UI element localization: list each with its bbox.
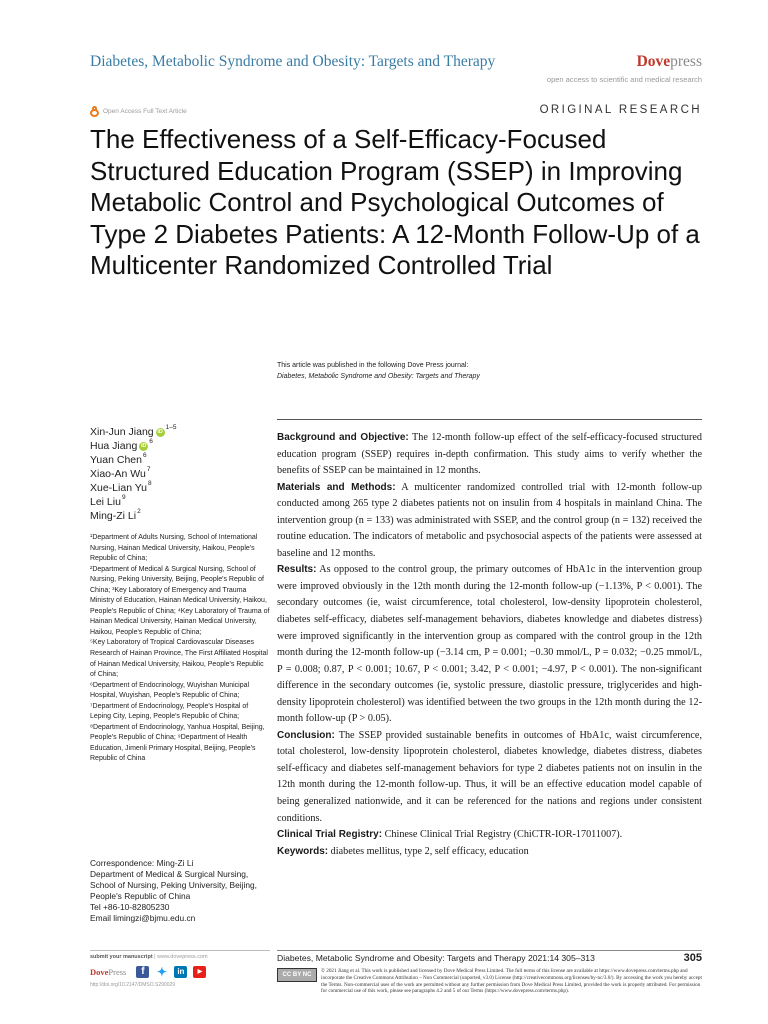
abstract-section-registry <box>277 827 702 844</box>
open-access-icon <box>90 106 99 117</box>
author-item <box>90 453 270 467</box>
abstract-text: The 12-month follow-up effect of the self-efficacy-focused structured education program (SSEP) requires in-depth confirmation. This study aims to verify whether the benefits of SSEP can be maintained in 12 months. <box>277 432 702 477</box>
correspondence-address: Department of Medical & Surgical Nursing, School of Nursing, Peking University, Beijing, People's Republic of China <box>90 869 257 902</box>
abstract-text: A multicenter randomized controlled trial with 12-month follow-up conducted among 265 type 2 diabetes patients not on insulin from 4 hospitals in mainland China. The intervention group (n = 133) was administrated with SSEP, and the control group (n = 132) received the routine education. The indicators of metabolic and psychosocial aspects of the patients were assessed at baseline and 12 months. <box>277 481 702 559</box>
dovepress-logo[interactable] <box>637 53 702 71</box>
footer-left <box>90 950 270 988</box>
social-row <box>90 966 270 978</box>
youtube-icon[interactable]: ▶ <box>193 966 206 978</box>
dovepress-footer-logo[interactable]: DovePress <box>90 967 127 977</box>
author-item <box>90 481 270 495</box>
journal-title-link[interactable]: Diabetes, Metabolic Syndrome and Obesity: Targets and Therapy <box>90 53 496 70</box>
abstract <box>277 430 702 860</box>
author-name: Hua Jiang <box>90 440 138 452</box>
abstract-section-methods <box>277 480 702 563</box>
license-text: © 2021 Jiang et al. This work is published and licensed by Dove Medical Press Limited. The full terms of this license are available at https://www.dovepress.com/terms.php and incorporate the Creative Commons Attribution – Non Commercial (unported, v3.0) License (http://creativecommons.org/licenses/by-nc/3.0/). By accessing the work you hereby accept the Terms. Non-commercial uses of the work are permitted without any further permission from Dove Medical Press Limited, provided the work is properly attributed. For permission for commercial use of this work, please see paragraphs 4.2 and 5 of our Terms (https://www.dovepress.com/terms.php). <box>321 968 702 995</box>
author-affiliation-number: 6 <box>149 438 153 445</box>
correspondence-name: Correspondence: Ming-Zi Li <box>90 858 194 868</box>
article-type: ORIGINAL RESEARCH <box>539 104 702 116</box>
author-name: Lei Liu <box>90 496 121 508</box>
facebook-icon[interactable]: f <box>136 966 149 978</box>
correspondence-block <box>90 858 270 925</box>
author-name: Ming-Zi Li <box>90 510 137 522</box>
article-title: The Effectiveness of a Self-Efficacy-Focused Structured Education Program (SSEP) in Improving Metabolic Control and Psychological Outcomes of Type 2 Diabetes Patients: A 12-Month Follow-Up of a Multicenter Randomized Controlled Trial <box>90 124 700 281</box>
author-affiliation-number: 2 <box>137 508 141 515</box>
author-item <box>90 439 270 453</box>
page-number: 305 <box>683 952 702 964</box>
author-name: Xin-Jun Jiang <box>90 426 154 438</box>
open-access-row <box>90 105 187 117</box>
author-item <box>90 425 270 439</box>
journal-header <box>90 53 702 89</box>
submit-manuscript-line: submit your manuscript | www.dovepress.com <box>90 954 208 960</box>
correspondence-phone: Tel +86-10-82805230 <box>90 902 170 913</box>
brand-bold: Dove <box>636 53 671 70</box>
publication-note-line: This article was published in the following Dove Press journal: <box>277 362 469 369</box>
abstract-text: Chinese Clinical Trial Registry (ChiCTR-IOR-17011007). <box>384 829 623 841</box>
orcid-icon[interactable]: iD <box>157 428 163 435</box>
abstract-section-results <box>277 562 702 727</box>
abstract-text: diabetes mellitus, type 2, self efficacy, education <box>330 845 529 857</box>
abstract-label: Results: <box>277 564 317 576</box>
author-item <box>90 495 270 509</box>
abstract-label: Conclusion: <box>277 729 335 741</box>
brand-light: press <box>670 53 702 70</box>
abstract-text: As opposed to the control group, the primary outcomes of HbA1c in the intervention group were improved obviously in the 12th month during the 12-month follow-up (−1.13%, P < 0.001). The secondary outcomes (ie, waist circumference, total cholesterol, low-density lipoprotein cholesterol, diabetes self-efficacy, diabetes self-management behaviors, diabetes knowledge and diabetes distress) were improved significantly in the intervention group as compared with the control group in the 12th month during the 12-month follow-up (−3.14 cm, P = 0.001; −0.30 mmol/L, P = 0.032; −0.25 mmol/L, P = 0.008; 0.87, P < 0.001; 10.67, P < 0.001; 3.42, P < 0.001; −4.97, P < 0.001). The non-significant difference in the secondary outcomes (ie, systolic pressure, diastolic pressure, triglycerides and high-density lipoprotein cholesterol) was identified between the two groups in the 12th month during the 12-month follow-up (P > 0.05). <box>277 564 702 725</box>
submit-label[interactable]: submit your manuscript <box>90 954 153 960</box>
abstract-label: Clinical Trial Registry: <box>277 829 383 841</box>
abstract-section-keywords <box>277 844 702 861</box>
author-item <box>90 509 270 523</box>
affiliation-list <box>90 533 270 765</box>
cc-license-icon[interactable]: CC BY NC <box>277 968 317 982</box>
publication-note <box>277 360 707 382</box>
abstract-divider <box>277 419 702 420</box>
publication-note-journal: Diabetes, Metabolic Syndrome and Obesity: Targets and Therapy <box>277 373 480 380</box>
author-affiliation-number: 7 <box>146 466 151 473</box>
abstract-section-conclusion <box>277 728 702 827</box>
affiliation-item: ⁶Department of Endocrinology, Wuyishan Municipal Hospital, Wuyishan, People's Republic of China; ⁷Department of Endocrinology, People's Hospital of Leping City, Leping, People's Republic of China; ⁸Department of Endocrinology, Yanhua Hospital, Beijing, People's Republic of China; ⁹Department of Health Education, Jimenli Primary Hospital, Beijing, People's Republic of China <box>90 681 265 763</box>
citation-row <box>277 953 702 967</box>
abstract-section-background <box>277 430 702 480</box>
affiliation-item: ¹Department of Adults Nursing, School of International Nursing, Hainan Medical University, Haikou, People's Republic of China; <box>90 534 258 563</box>
author-name: Yuan Chen <box>90 454 142 466</box>
twitter-icon[interactable]: ✦ <box>156 965 167 979</box>
footer-divider <box>277 950 702 951</box>
footer-right <box>277 950 702 995</box>
author-affiliation-number: 1–5 <box>165 424 177 431</box>
author-item <box>90 467 270 481</box>
open-access-label[interactable]: Open Access Full Text Article <box>103 107 187 115</box>
footer-divider <box>90 950 270 951</box>
linkedin-icon[interactable]: in <box>174 966 187 978</box>
submit-url[interactable]: www.dovepress.com <box>157 954 208 960</box>
author-affiliation-number: 6 <box>142 452 147 459</box>
author-affiliation-number: 9 <box>121 494 126 501</box>
author-list <box>90 425 270 523</box>
citation: Diabetes, Metabolic Syndrome and Obesity: Targets and Therapy 2021:14 305–313 <box>277 953 595 963</box>
license-row <box>277 968 702 995</box>
author-affiliation-number: 8 <box>148 480 152 487</box>
dovepress-tagline: open access to scientific and medical research <box>546 75 702 84</box>
author-name: Xiao-An Wu <box>90 468 146 480</box>
abstract-text: The SSEP provided sustainable benefits in outcomes of HbA1c, waist circumference, total cholesterol, low-density lipoprotein cholesterol, diabetes knowledge, diabetes distress, diabetes self-efficacy and diabetes self-management behaviors for type 2 diabetes patients not on insulin in the 12th month during the 12-month follow-up. Thus, it will be an effective education model capable of being generalized nationwide, and it can be referenced for the nations and regions under consistent conditions. <box>277 729 702 824</box>
affiliation-item: ²Department of Medical & Surgical Nursing, School of Nursing, Peking University, Beijing, People's Republic of China; ³Key Laboratory of Emergency and Trauma Ministry of Education, Hainan Medical University, Haikou, People's Republic of China; ⁴Key Laboratory of Trauma of Hainan Medical University, Hainan Medical University, Haikou, People's Republic of China; <box>90 565 270 636</box>
affiliation-item: ⁵Key Laboratory of Tropical Cardiovascular Diseases Research of Hainan Province, The First Affiliated Hospital of Hainan Medical University, Haikou, People's Republic of China; <box>90 639 268 679</box>
orcid-icon[interactable]: iD <box>141 442 147 449</box>
abstract-label: Keywords: <box>277 845 329 857</box>
abstract-label: Materials and Methods: <box>277 481 396 493</box>
correspondence-email[interactable]: Email limingzi@bjmu.edu.cn <box>90 913 196 924</box>
abstract-label: Background and Objective: <box>277 432 409 443</box>
doi-link[interactable]: http://doi.org/10.2147/DMSO.S290029 <box>90 982 176 988</box>
author-name: Xue-Lian Yu <box>90 482 148 494</box>
